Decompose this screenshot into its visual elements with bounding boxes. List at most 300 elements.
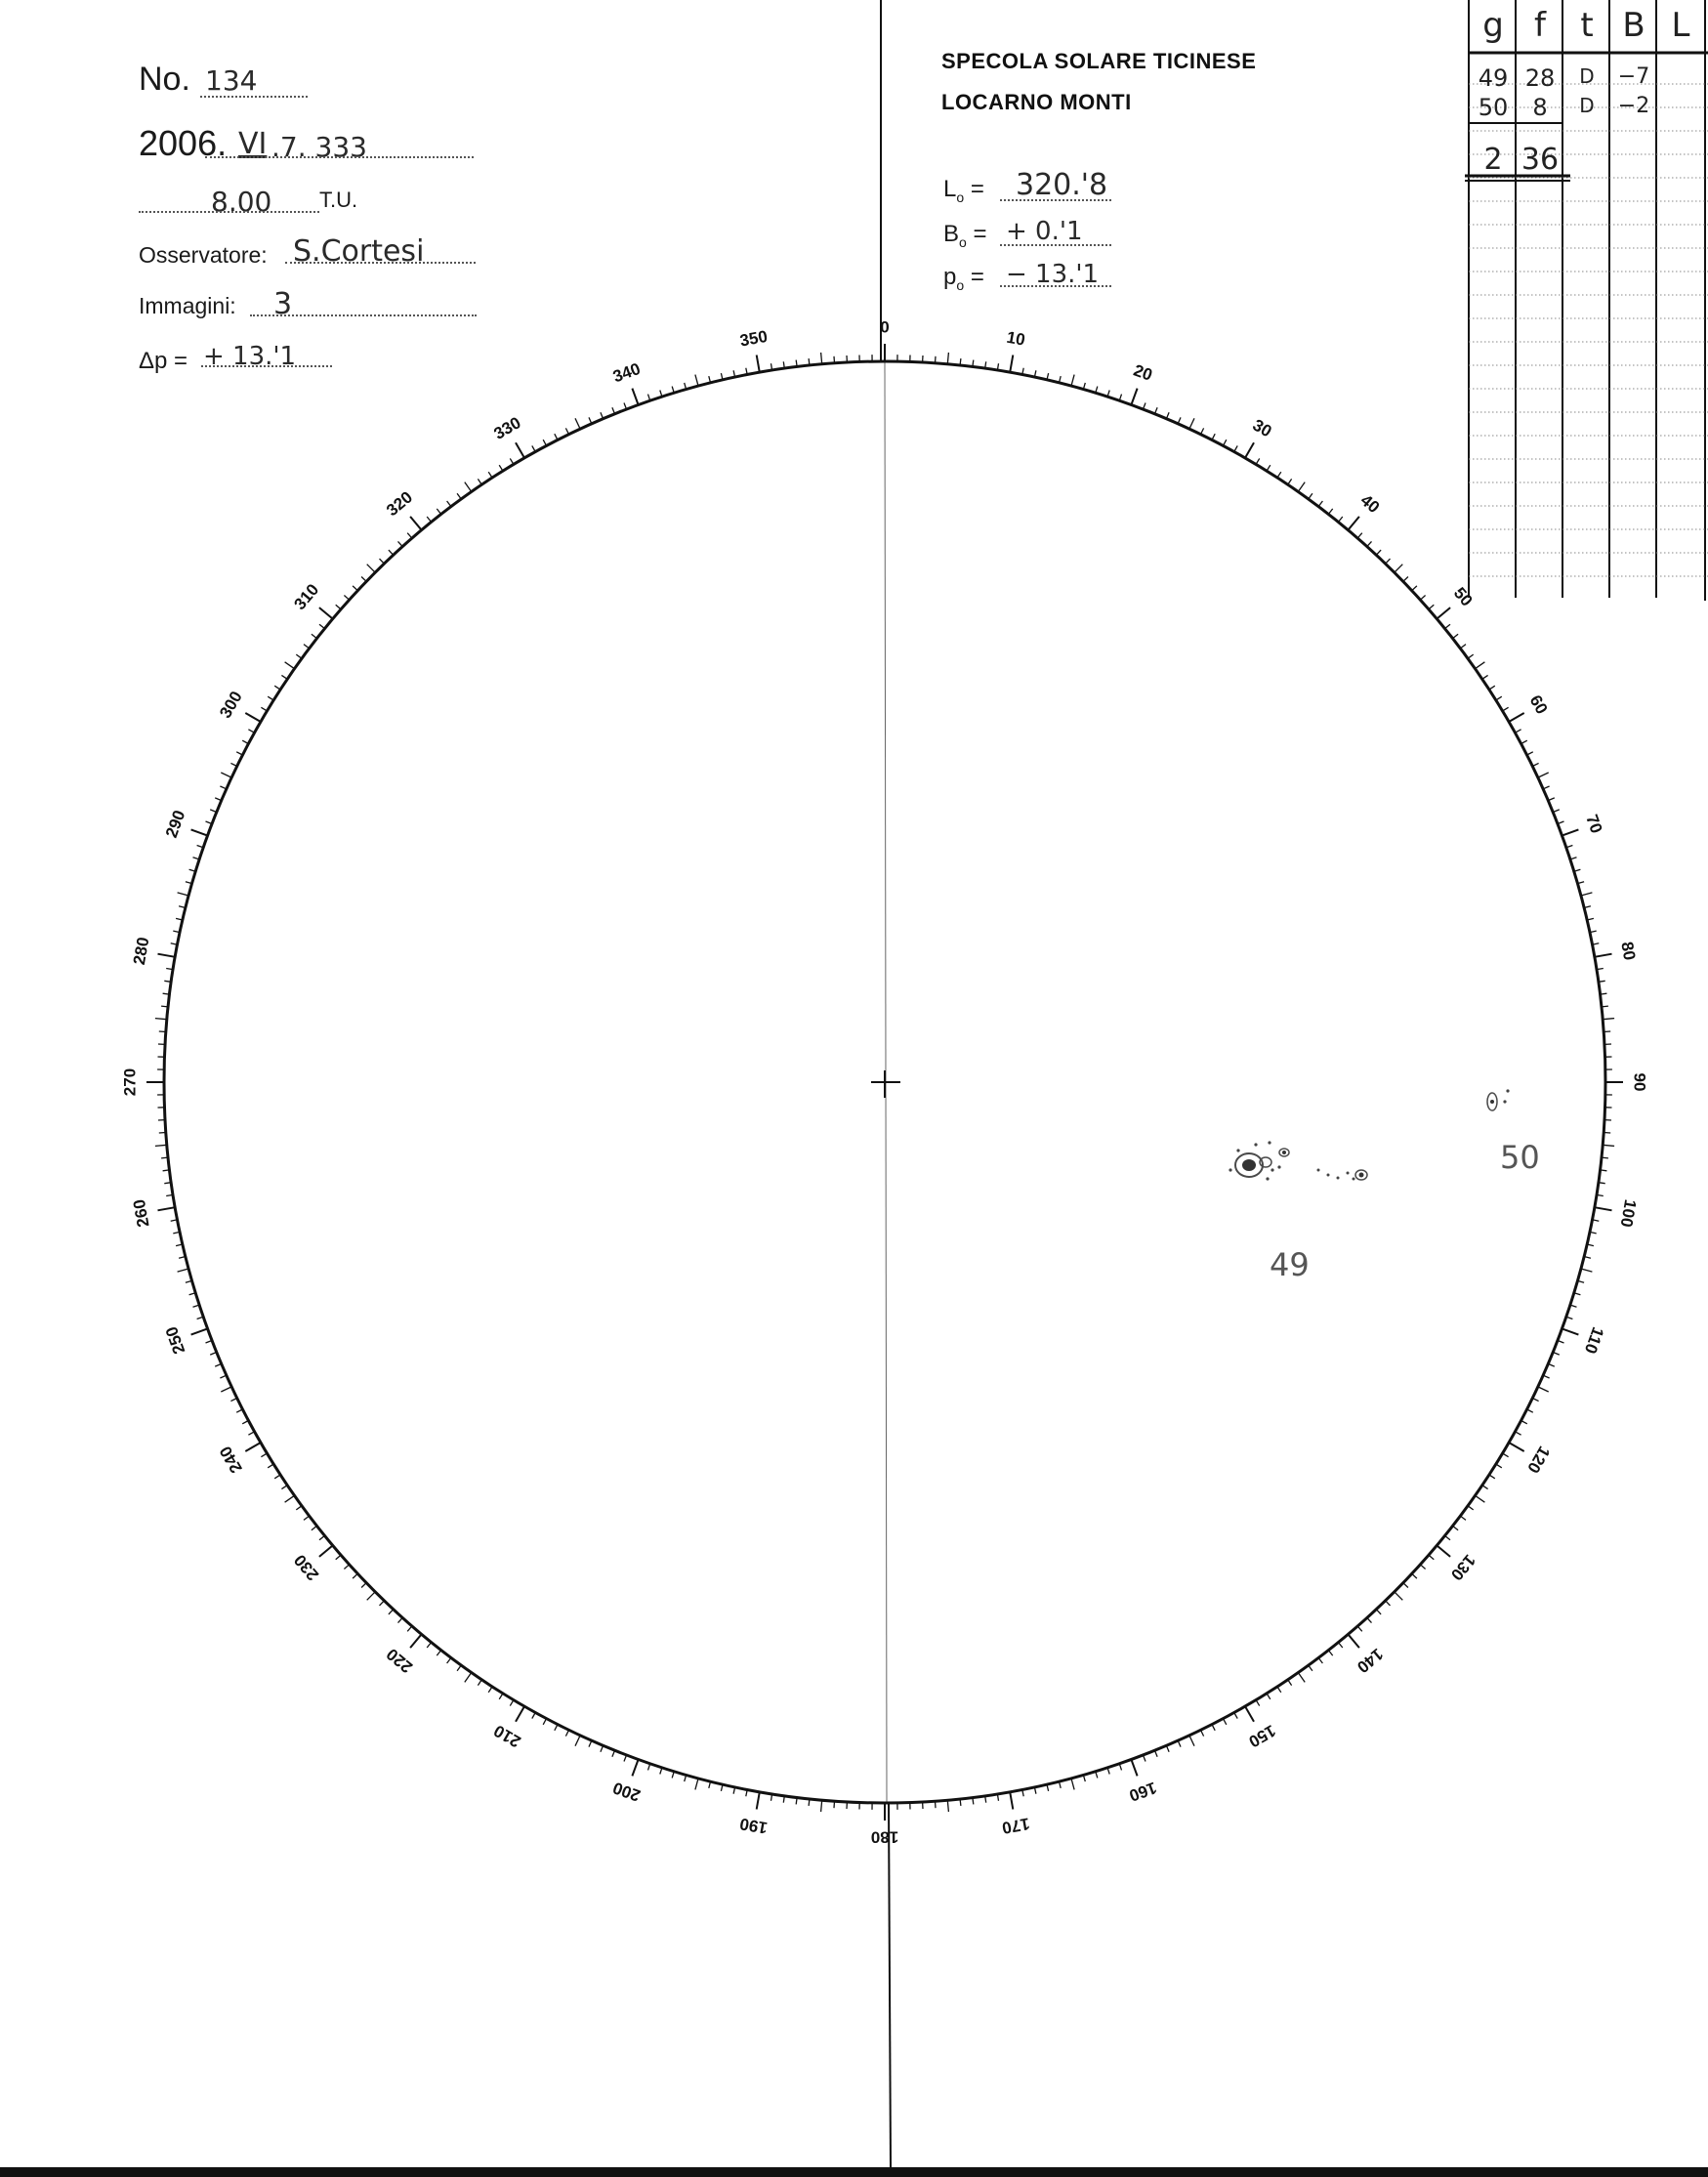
degree-tick <box>296 1506 302 1510</box>
degree-tick <box>499 465 503 471</box>
degree-tick <box>1309 1665 1312 1671</box>
observatory-location: LOCARNO MONTI <box>941 90 1132 114</box>
degree-tick <box>543 440 546 445</box>
degree-tick <box>632 1760 638 1777</box>
degree-tick <box>499 1694 503 1699</box>
b0-underline <box>1000 244 1111 246</box>
degree-label: 280 <box>129 936 153 967</box>
degree-tick <box>543 1719 546 1725</box>
degree-tick <box>1403 577 1408 582</box>
degree-tick <box>1489 686 1495 690</box>
degree-tick <box>1509 713 1524 722</box>
degree-tick <box>268 1464 273 1468</box>
degree-tick <box>1267 465 1271 471</box>
degree-tick <box>344 596 349 601</box>
degree-tick <box>1010 1792 1013 1810</box>
degree-tick <box>457 493 461 499</box>
degree-tick <box>936 356 937 363</box>
degree-label: 20 <box>1131 360 1155 385</box>
degree-tick <box>1245 1706 1254 1722</box>
degree-label: 250 <box>161 1323 189 1357</box>
degree-tick <box>230 1399 236 1402</box>
b0-label: B <box>943 221 960 247</box>
degree-tick <box>161 1157 168 1158</box>
time-unit: T.U. <box>319 188 358 212</box>
degree-tick <box>163 993 170 994</box>
tally-total-f: 36 <box>1521 143 1560 177</box>
degree-tick <box>261 707 267 711</box>
date-rest: .7. 333 <box>271 131 367 163</box>
degree-tick <box>1318 1657 1322 1663</box>
degree-tick <box>221 773 231 777</box>
degree-tick <box>353 586 357 591</box>
degree-tick <box>1603 1145 1614 1146</box>
degree-tick <box>1489 1475 1495 1479</box>
degree-label: 40 <box>1356 490 1384 518</box>
degree-tick <box>1602 1006 1608 1007</box>
degree-tick <box>1460 1516 1466 1520</box>
degree-tick <box>447 1657 451 1663</box>
degree-label: 170 <box>1000 1814 1031 1838</box>
degree-tick <box>361 577 366 582</box>
degree-tick <box>834 356 835 363</box>
degree-tick <box>1189 1736 1194 1746</box>
pore <box>1347 1172 1350 1175</box>
degree-label: 70 <box>1582 812 1606 836</box>
pore <box>1271 1168 1273 1171</box>
degree-tick <box>1468 654 1474 658</box>
degree-tick <box>1581 893 1593 896</box>
degree-tick <box>575 1736 580 1746</box>
degree-tick <box>1338 1643 1342 1649</box>
tally-header-l: L <box>1671 6 1690 45</box>
degree-tick <box>1395 1592 1403 1601</box>
degree-tick <box>178 1269 189 1272</box>
degree-tick <box>555 434 558 440</box>
number-label: No. <box>139 61 190 98</box>
degree-tick <box>398 541 403 546</box>
degree-tick <box>510 1700 514 1706</box>
degree-tick <box>1309 493 1312 499</box>
degree-tick <box>695 1779 698 1790</box>
degree-tick <box>478 479 481 484</box>
pore <box>1266 1177 1269 1180</box>
degree-tick <box>1376 1610 1381 1614</box>
degree-tick <box>1245 442 1254 458</box>
degree-tick <box>274 686 280 690</box>
umbra <box>1242 1159 1256 1171</box>
degree-tick <box>936 1801 937 1808</box>
b0-value: + 0.'1 <box>1006 217 1083 246</box>
l0-row: $L_o$ = <box>943 176 984 205</box>
degree-tick <box>465 1673 472 1683</box>
p0-row: $p_o$ = <box>943 264 984 293</box>
degree-tick <box>973 360 974 367</box>
degree-tick <box>1496 1464 1502 1468</box>
degree-tick <box>296 654 302 658</box>
degree-tick <box>1357 1626 1362 1631</box>
degree-tick <box>1386 559 1391 564</box>
pore <box>1337 1177 1340 1180</box>
degree-tick <box>248 730 254 733</box>
degree-label: 330 <box>490 413 524 443</box>
degree-tick <box>319 624 325 628</box>
degree-tick <box>221 1387 231 1392</box>
degree-tick <box>1420 596 1425 601</box>
degree-tick <box>1595 954 1612 957</box>
degree-tick <box>1509 1443 1524 1451</box>
pore <box>1229 1168 1231 1171</box>
tally-header-f: f <box>1534 6 1546 45</box>
degree-label: 210 <box>490 1721 524 1751</box>
degree-tick <box>1604 1031 1610 1032</box>
degree-tick <box>1482 1486 1488 1489</box>
degree-tick <box>159 1031 166 1032</box>
sunspot-group-49 <box>1229 1141 1367 1180</box>
umbra <box>1359 1173 1364 1178</box>
degree-label: 220 <box>383 1644 417 1677</box>
degree-tick <box>478 1680 481 1686</box>
degree-tick <box>821 1800 822 1812</box>
degree-tick <box>973 1798 974 1805</box>
degree-label: 110 <box>1580 1324 1607 1357</box>
degree-tick <box>1604 1133 1610 1134</box>
degree-tick <box>163 1170 170 1171</box>
images-label: Immagini: <box>139 293 236 318</box>
degree-label: 230 <box>290 1550 323 1584</box>
degree-tick <box>1603 1019 1614 1020</box>
pore <box>1353 1178 1355 1181</box>
degree-tick <box>488 472 492 478</box>
tally-row1-b: −7 <box>1617 64 1650 89</box>
degree-tick <box>1468 1506 1474 1510</box>
degree-tick <box>1348 1634 1359 1648</box>
degree-tick <box>1429 1555 1434 1560</box>
delta-p-label: Δp = <box>139 348 188 374</box>
degree-tick <box>389 1610 394 1614</box>
p0-value: − 13.'1 <box>1006 260 1100 289</box>
number-value: 134 <box>205 64 258 97</box>
degree-tick <box>809 1799 810 1806</box>
degree-label: 150 <box>1245 1721 1279 1751</box>
degree-label: 320 <box>383 487 417 521</box>
degree-tick <box>1376 550 1381 555</box>
bottom-edge <box>0 2167 1708 2177</box>
degree-label: 300 <box>216 688 246 722</box>
degree-tick <box>1429 605 1434 609</box>
degree-tick <box>632 389 638 405</box>
degree-tick <box>281 1486 287 1489</box>
degree-tick <box>465 482 472 492</box>
degree-tick <box>155 1019 167 1020</box>
degree-tick <box>1267 1694 1271 1699</box>
degree-tick <box>1601 1170 1607 1171</box>
degree-tick <box>510 458 514 464</box>
degree-tick <box>796 1798 797 1805</box>
degree-label: 50 <box>1449 583 1477 610</box>
degree-tick <box>159 1133 166 1134</box>
degree-tick <box>158 1207 176 1210</box>
l0-sub: o <box>956 188 965 205</box>
degree-tick <box>555 1725 558 1731</box>
degree-tick <box>427 517 431 523</box>
degree-label: 90 <box>1630 1072 1649 1092</box>
degree-tick <box>1420 1565 1425 1570</box>
degree-tick <box>1437 1545 1450 1557</box>
degree-tick <box>516 442 524 458</box>
degree-tick <box>1562 829 1579 835</box>
degree-tick <box>1386 1601 1391 1606</box>
degree-tick <box>410 1634 422 1648</box>
degree-tick <box>1601 993 1607 994</box>
degree-tick <box>1201 1730 1204 1736</box>
degree-tick <box>191 829 208 835</box>
degree-tick <box>407 533 412 538</box>
tally-row1-g: 49 <box>1478 64 1509 92</box>
degree-tick <box>1476 662 1485 669</box>
observer-label: Osservatore: <box>139 242 268 268</box>
observatory-name: SPECOLA SOLARE TICINESE <box>941 49 1257 73</box>
degree-tick <box>336 1555 341 1560</box>
degree-tick <box>1412 586 1417 591</box>
degree-tick <box>516 1706 524 1722</box>
degree-tick <box>1348 517 1359 530</box>
degree-tick <box>1532 1399 1538 1402</box>
degree-tick <box>1234 1713 1237 1719</box>
degree-tick <box>344 1565 349 1570</box>
pore <box>1277 1165 1280 1168</box>
degree-tick <box>268 696 273 700</box>
degree-tick <box>1527 1409 1533 1412</box>
degree-tick <box>447 501 451 507</box>
degree-tick <box>1527 752 1533 755</box>
pore <box>1268 1141 1271 1144</box>
degree-tick <box>1277 1687 1281 1693</box>
degree-label: 200 <box>610 1778 644 1806</box>
degree-tick <box>1367 1617 1372 1622</box>
degree-tick <box>532 445 535 451</box>
degree-tick <box>1212 1725 1215 1731</box>
degree-tick <box>319 607 333 619</box>
degree-label: 10 <box>1005 327 1027 350</box>
p0-underline <box>1000 285 1111 287</box>
date-month: VI <box>238 127 268 161</box>
degree-tick <box>1445 624 1451 628</box>
pore <box>1317 1169 1320 1172</box>
degree-tick <box>336 605 341 609</box>
degree-tick <box>155 1145 167 1146</box>
degree-tick <box>695 375 698 387</box>
degree-tick <box>1201 428 1204 434</box>
pore <box>1506 1089 1509 1092</box>
time-value: 8.00 <box>211 186 272 218</box>
pore <box>1503 1100 1506 1103</box>
degree-label: 120 <box>1523 1443 1554 1477</box>
tally-row1-f: 28 <box>1524 64 1556 92</box>
degree-tick <box>274 1475 280 1479</box>
degree-tick <box>1318 501 1322 507</box>
degree-tick <box>947 1800 948 1812</box>
degree-tick <box>245 1443 261 1451</box>
degree-tick <box>1482 675 1488 679</box>
observer-underline <box>285 262 476 264</box>
b0-sub: o <box>959 233 967 250</box>
degree-tick <box>380 559 385 564</box>
degree-label: 190 <box>738 1814 770 1838</box>
degree-tick <box>281 675 287 679</box>
degree-tick <box>407 1626 412 1631</box>
degree-tick <box>304 1516 310 1520</box>
l0-label: L <box>943 176 957 202</box>
tally-header-b: B <box>1622 6 1646 45</box>
degree-tick <box>353 1573 357 1578</box>
degree-tick <box>1298 1673 1305 1683</box>
l0-underline <box>1000 199 1111 201</box>
degree-tick <box>437 509 440 515</box>
degree-tick <box>1256 1700 1260 1706</box>
group-label-49: 49 <box>1270 1246 1310 1283</box>
degree-label: 270 <box>120 1068 140 1097</box>
degree-tick <box>1298 482 1305 492</box>
degree-tick <box>575 418 580 429</box>
degree-tick <box>1460 645 1466 649</box>
degree-tick <box>1453 1526 1459 1529</box>
degree-tick <box>1288 479 1292 484</box>
sunspot-sketches <box>1229 1089 1509 1180</box>
degree-tick <box>230 763 236 766</box>
degree-tick <box>796 360 797 367</box>
umbra <box>1490 1100 1494 1104</box>
degree-label: 160 <box>1126 1778 1159 1806</box>
degree-tick <box>1532 763 1538 766</box>
degree-tick <box>1256 458 1260 464</box>
degree-label: 310 <box>290 580 323 614</box>
images-value: 3 <box>273 287 293 321</box>
degree-tick <box>1189 418 1194 429</box>
degree-tick <box>834 1801 835 1808</box>
number-underline <box>200 96 308 98</box>
degree-tick <box>285 662 295 669</box>
degree-label: 180 <box>870 1827 899 1847</box>
degree-label: 140 <box>1353 1644 1387 1677</box>
l0-value: 320.'8 <box>1016 168 1108 202</box>
degree-tick <box>380 1601 385 1606</box>
degree-tick <box>1328 1651 1332 1656</box>
sunspot-group-50 <box>1487 1089 1510 1110</box>
degree-tick <box>161 1006 168 1007</box>
degree-tick <box>410 517 422 530</box>
degree-tick <box>304 645 310 649</box>
degree-tick <box>1437 607 1450 619</box>
degree-tick <box>1496 696 1502 700</box>
degree-tick <box>398 1617 403 1622</box>
degree-label: 100 <box>1616 1197 1641 1229</box>
degree-tick <box>1521 1421 1527 1424</box>
degree-tick <box>236 752 242 755</box>
degree-tick <box>960 358 961 365</box>
degree-tick <box>367 1592 376 1601</box>
group-label-50: 50 <box>1500 1139 1540 1176</box>
degree-label: 260 <box>129 1197 153 1229</box>
degree-tick <box>1131 389 1137 405</box>
degree-tick <box>1445 1535 1451 1539</box>
degree-tick <box>1277 472 1281 478</box>
degree-tick <box>367 565 376 573</box>
p0-label: p <box>943 264 957 290</box>
degree-tick <box>1071 1779 1074 1790</box>
degree-tick <box>947 353 948 364</box>
umbra <box>1282 1151 1286 1154</box>
degree-tick <box>245 713 261 722</box>
p0-sub: o <box>956 276 965 293</box>
degree-tick <box>1453 634 1459 638</box>
axis-bottom-line <box>889 1803 891 2170</box>
degree-tick <box>1521 740 1527 743</box>
degree-tick <box>1395 565 1403 573</box>
degree-tick <box>312 634 317 638</box>
degree-tick <box>1212 434 1215 440</box>
degree-tick <box>285 1495 295 1502</box>
tally-header-g: g <box>1482 6 1504 45</box>
degree-tick <box>361 1583 366 1588</box>
date-year: 2006. <box>139 123 228 163</box>
degree-label: 60 <box>1525 691 1552 718</box>
date-underline <box>205 156 474 158</box>
degree-tick <box>565 428 568 434</box>
degree-tick <box>1538 773 1549 777</box>
degree-label: 290 <box>161 808 189 841</box>
tally-row2-b: −2 <box>1617 94 1650 118</box>
degree-tick <box>960 1799 961 1806</box>
degree-tick <box>1328 509 1332 515</box>
degree-tick <box>1131 1760 1137 1777</box>
degree-tick <box>757 1792 760 1810</box>
degree-tick <box>1224 440 1227 445</box>
degree-tick <box>757 356 760 373</box>
degree-tick <box>488 1687 492 1693</box>
tally-row2-t: D <box>1579 94 1595 117</box>
time-underline <box>139 211 319 213</box>
degree-tick <box>1338 517 1342 523</box>
degree-tick <box>427 1643 431 1649</box>
tally-total-g: 2 <box>1483 143 1503 177</box>
degree-tick <box>1412 1573 1417 1578</box>
degree-tick <box>1071 375 1074 387</box>
degree-tick <box>437 1651 440 1656</box>
delta-p-underline <box>201 365 332 367</box>
degree-tick <box>1503 707 1509 711</box>
degree-tick <box>158 954 176 957</box>
degree-tick <box>565 1730 568 1736</box>
degree-tick <box>1581 1269 1593 1272</box>
pore <box>1254 1143 1257 1146</box>
b0-row: $B_o$ = <box>943 221 987 250</box>
tally-row2-g: 50 <box>1478 94 1509 121</box>
degree-tick <box>236 1409 242 1412</box>
degree-tick <box>242 740 248 743</box>
images-underline <box>250 314 477 316</box>
degree-label: 0 <box>880 317 890 337</box>
degree-tick <box>319 1535 325 1539</box>
pore <box>1236 1149 1239 1151</box>
degree-tick <box>1367 541 1372 546</box>
degree-tick <box>178 893 189 896</box>
degree-tick <box>1538 1387 1549 1392</box>
observer-value: S.Cortesi <box>293 234 425 269</box>
degree-tick <box>1234 445 1237 451</box>
degree-label: 340 <box>610 358 644 387</box>
degree-tick <box>1516 1432 1521 1435</box>
